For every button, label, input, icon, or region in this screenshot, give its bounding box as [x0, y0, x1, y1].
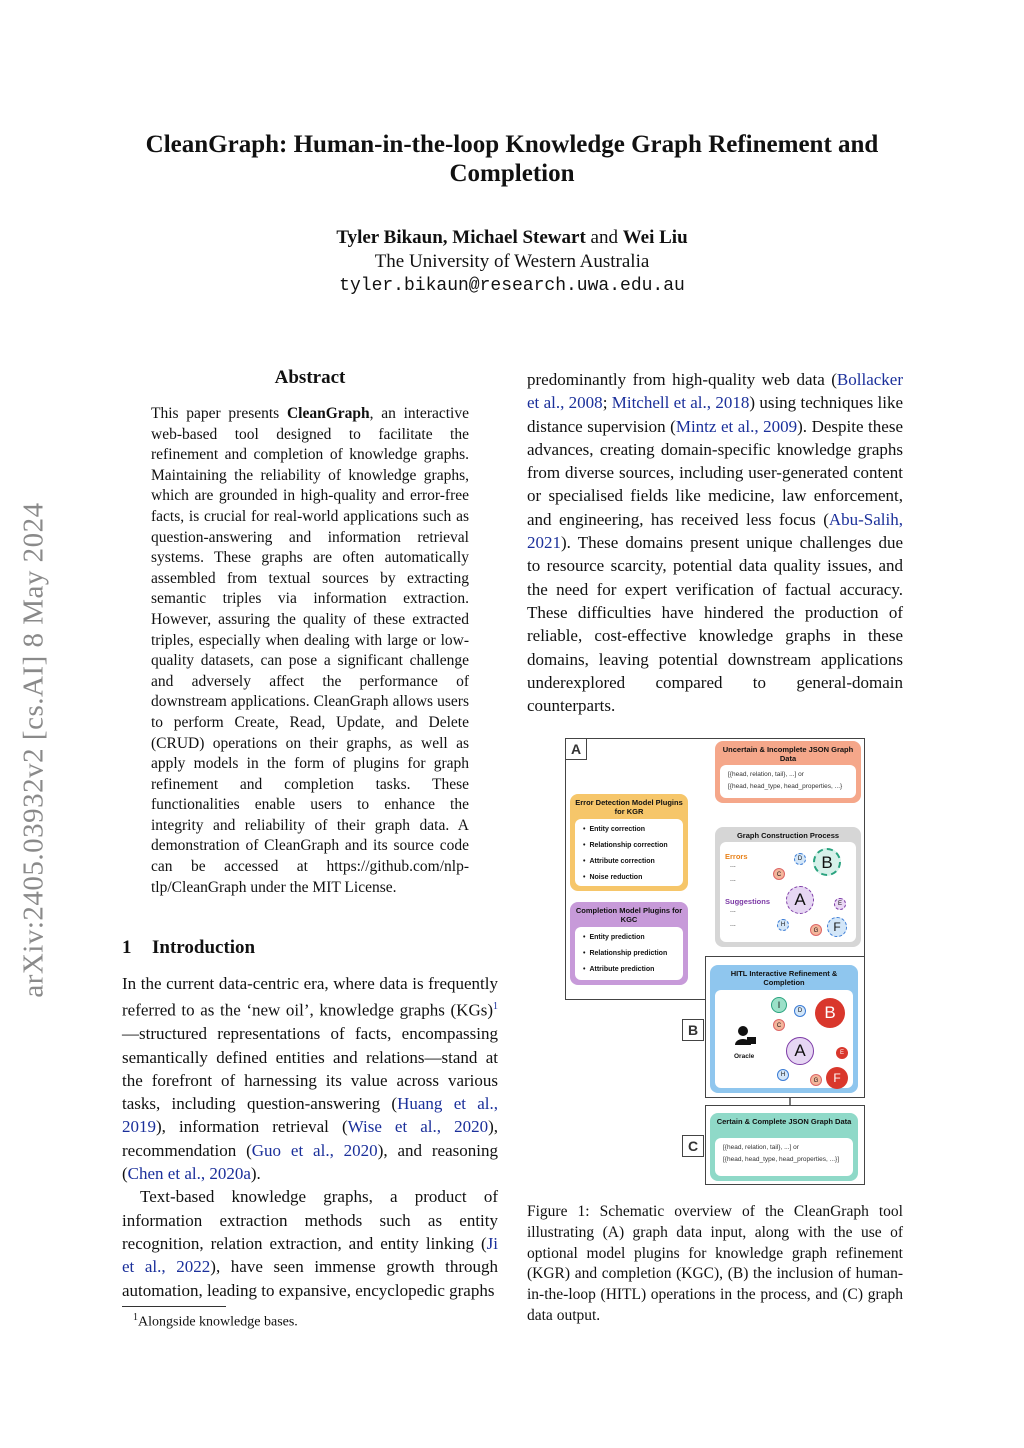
- suggestion-item: ...: [730, 907, 736, 914]
- section-heading: [122, 937, 255, 959]
- citation-link[interactable]: Guo et al., 2020: [251, 1140, 378, 1160]
- plugin-item: • Entity prediction: [583, 930, 683, 946]
- kgc-plugin-list: [575, 927, 683, 978]
- hitl-box: HITL Interactive Refinement & Completion: [710, 965, 858, 1093]
- graph-construction-box: Graph Construction Process: [715, 827, 861, 947]
- intro-paragraph-2-cont: predominantly from high-quality web data (Bollacker et al., 2008; Mitchell et al., 2018) using techniques like distance supervision (Mintz et al., 2009). Despite these advances, creating domain-specific knowledge graphs from diverse sources, including user-generated content or specialised fields like medicine, law enforcement, and engineering, has received less focus (Abu-Salih, 2021). These domains present unique challenges due to resource scarcity, potential data quality issues, and the need for expert verification of factual accuracy. These difficulties have hindered the production of reliable, cost-effective knowledge graphs in these domains, leaving potential downstream applications underexplored compared to general-domain counterparts.: [527, 370, 903, 716]
- suggestions-label: Suggestions: [725, 897, 771, 906]
- input-format-1: [{head, relation, tail}, ...] or: [728, 771, 804, 778]
- graph-node-c: C: [773, 868, 785, 880]
- plugin-item: • Attribute prediction: [583, 962, 683, 978]
- author-names: Tyler Bikaun, Michael Stewart: [336, 227, 586, 248]
- oracle-icon: [734, 1025, 756, 1047]
- citation-link[interactable]: Abu-Salih, 2021: [527, 509, 903, 553]
- intro-left-column: [122, 972, 498, 1302]
- graph-node-g: G: [810, 924, 822, 936]
- hitl-node-f: F: [826, 1067, 848, 1089]
- hitl-node-e: E: [836, 1047, 848, 1059]
- figure-caption: Figure 1: Schematic overview of the CleanGraph tool illustrating (A) graph data input, along with the use of optional model plugins for knowledge graph refinement (KGR) and completion (KGC), (B) the inclusion of human-in-the-loop (HITL) operations in the process, and (C) graph data output.: [527, 1203, 903, 1324]
- error-item: ...: [730, 862, 736, 869]
- section-title: Introduction: [152, 937, 256, 958]
- abstract-body: This paper presents CleanGraph, an interactive web-based tool designed to facilitate the refinement and completion of knowledge graphs. Maintaining the reliability of knowledge graphs, which are grounded in high-quality and error-free facts, is crucial for real-world applications such as question-answering and information retrieval systems. These graphs are often automatically assembled from textual sources by extracting semantic triples via information extraction. However, assuring the quality of these extracted triples, especially when dealing with large or low-quality datasets, can pose a significant challenge and adversely affect the performance of downstream applications. CleanGraph allows users to perform Create, Read, Update, and Delete (CRUD) operations on their graphs, as well as apply models in the form of plugins for graph refinement and completion tasks. These functionalities enable users to enhance the integrity and reliability of their graph data. A demonstration of CleanGraph and its source code can be accessed at https://github.com/nlp-tlp/CleanGraph under the MIT License.: [151, 405, 469, 896]
- author-email[interactable]: tyler.bikaun@research.uwa.edu.au: [339, 276, 685, 296]
- footnote-rule: [122, 1306, 226, 1307]
- input-data-box: Uncertain & Incomplete JSON Graph Data [{head, relation, tail}, ...] or [{head, head_type, head_properties, ...}: [715, 741, 861, 803]
- arxiv-stamp: arXiv:2405.03932v2 [cs.AI] 8 May 2024: [17, 502, 50, 998]
- kgr-plugins-box: Error Detection Model Plugins for KGR • Entity correction • Relationship correction • Attribute correction • Noise reduction: [570, 794, 688, 891]
- hitl-node-h: H: [777, 1069, 789, 1081]
- panel-b-tag: B: [682, 1019, 704, 1041]
- hitl-node-b: B: [815, 998, 845, 1028]
- author-and: and: [590, 227, 618, 248]
- author-name-last: Wei Liu: [622, 227, 688, 248]
- plugin-item: • Relationship prediction: [583, 946, 683, 962]
- input-format-2: [{head, head_type, head_properties, ...}: [728, 783, 843, 790]
- citation-link[interactable]: Mintz et al., 2009: [675, 416, 798, 436]
- citation-link[interactable]: Ji et al., 2022: [122, 1233, 498, 1277]
- citation-link[interactable]: Mitchell et al., 2018: [611, 393, 750, 413]
- hitl-node-i: I: [771, 997, 787, 1013]
- plugin-item: • Relationship correction: [583, 838, 683, 854]
- graph-node-e: E: [834, 898, 846, 910]
- abstract-heading: Abstract: [274, 367, 346, 388]
- hitl-node-a: A: [786, 1037, 814, 1065]
- tool-name: CleanGraph: [286, 405, 370, 422]
- footnote-ref[interactable]: 1: [493, 1001, 498, 1013]
- output-data-box: Certain & Complete JSON Graph Data [{head, relation, tail}, ...] or [{head, head_type, head_properties, ...}]: [710, 1113, 858, 1181]
- citation-link[interactable]: Chen et al., 2020a: [127, 1164, 251, 1184]
- suggestion-item: ...: [730, 921, 736, 928]
- hitl-node-d: D: [794, 1005, 806, 1017]
- affiliation: The University of Western Australia: [374, 251, 650, 272]
- citation-link[interactable]: Wise et al., 2020: [347, 1117, 489, 1137]
- graph-node-f: F: [827, 917, 847, 937]
- plugin-item: • Noise reduction: [583, 870, 683, 886]
- intro-paragraph-2: Text-based knowledge graphs, a product of information extraction methods such as entity recognition, relation extraction, and entity linking (Ji et al., 2022), have seen immense growth through automation, leading to expansive, encyclopedic graphs: [122, 1187, 498, 1300]
- intro-right-column: [527, 368, 903, 717]
- error-item: ...: [730, 876, 736, 883]
- paper-title: CleanGraph: Human-in-the-loop Knowledge Graph Refinement and Completion: [145, 131, 879, 187]
- panel-a-tag: A: [565, 738, 587, 760]
- kgc-plugins-box: Completion Model Plugins for KGC • Entity prediction • Relationship prediction • Attribute prediction: [570, 902, 688, 985]
- plugin-item: • Entity correction: [583, 822, 683, 838]
- intro-paragraph-1: In the current data-centric era, where data is frequently referred to as the ‘new oil’, knowledge graphs (KGs)$^1$—structured representations of facts, encompassing semantically defined entities and relations—stand at the forefront of harnessing its value across various tasks, including question-answering (Huang et al., 2019), information retrieval (Wise et al., 2020), recommendation (Guo et al., 2020), and reasoning (Chen et al., 2020a).: [122, 974, 499, 1184]
- hitl-node-g: G: [810, 1074, 822, 1086]
- graph-node-d: D: [794, 853, 806, 865]
- footnote: $^1$Alongside knowledge bases.: [133, 1312, 298, 1330]
- oracle-label: Oracle: [734, 1053, 755, 1060]
- hitl-node-c: C: [773, 1019, 785, 1031]
- errors-label: Errors: [725, 852, 748, 861]
- citation-link[interactable]: Huang et al., 2019: [122, 1094, 499, 1137]
- plugin-item: • Attribute correction: [583, 854, 683, 870]
- author-line: [120, 226, 904, 250]
- graph-node-a: A: [786, 886, 814, 914]
- citation-link[interactable]: Bollacker et al., 2008: [527, 370, 903, 413]
- kgr-plugin-list: [575, 819, 683, 886]
- graph-node-b: B: [813, 848, 841, 876]
- output-format-2: [{head, head_type, head_properties, ...}]: [723, 1156, 840, 1163]
- graph-node-h: H: [777, 919, 789, 931]
- output-format-1: [{head, relation, tail}, ...] or: [723, 1144, 799, 1151]
- section-number: 1: [122, 937, 132, 958]
- figure-1: [560, 735, 870, 1190]
- panel-c-tag: C: [682, 1135, 704, 1157]
